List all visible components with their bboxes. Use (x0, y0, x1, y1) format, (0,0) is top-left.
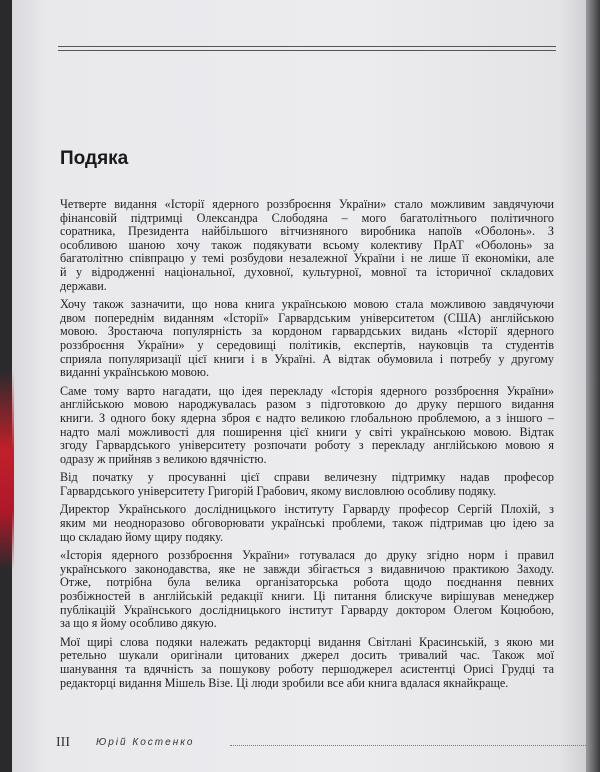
footer-dotted-rule (230, 745, 586, 746)
text-line: держави. (60, 278, 107, 293)
paragraph (60, 503, 554, 544)
text-line: ретельно шукали оригінали цитованих джерел досить тривалий час. Також мої (60, 648, 554, 663)
text-line: багатолітню співпрацю у темі розбудови незалежної України і не лише її економіки, але (60, 251, 554, 266)
text-line: роззброєння України» у середовищі політиків, експертів, науковців та студентів (60, 337, 554, 352)
text-line: Саме тому варто нагадати, що ідея перекладу «Історія ядерного роззброєння України» (60, 383, 554, 398)
text-line: шанування та вдячність за пошукову роботу першоджерел асистентці Орисі Грудці та (60, 662, 554, 676)
footer-author: Юрій Костенко (96, 737, 195, 748)
text-line: надто малі можливості для поширення цієї книги у світі українською мовою. Відтак (60, 424, 554, 439)
document-page (12, 0, 588, 772)
text-line: англійською мовою народжувалась разом з підготовкою до друку першого видання (60, 397, 554, 412)
paragraph (60, 471, 554, 498)
text-line: сприяла популяризації цієї книги і в Україні. А відтак обумовила і потребу у другому (60, 351, 554, 366)
paragraph (60, 636, 554, 690)
body-text (60, 198, 554, 695)
text-line: особливою шаною хочу також подякувати всьому колективу ПрАТ «Оболонь» за (60, 237, 554, 252)
text-line: українського законодавства, яке не завжди збігається з видавничою практикою Заходу. (60, 561, 554, 576)
text-line: яким ми неодноразово обговорювати українські проблеми, також підтримав цю ідею за (60, 516, 554, 531)
text-line: редакторці видання Мішель Візе. Ці люди зробили все аби книга вдалася якнайкраще. (60, 675, 509, 690)
text-line: Гарвардського університету Григорій Грабович, якому висловлюю особливу подяку. (60, 483, 497, 498)
text-line: Від початку у просуванні цієї справи величезну підтримку надав професор (60, 470, 554, 485)
paragraph (60, 298, 554, 380)
text-line: за що я йому особливо дякую. (60, 616, 217, 631)
paragraph (60, 549, 554, 631)
text-line: Директор Українського дослідницького інституту Гарварду професор Сергій Плохій, з (60, 502, 554, 517)
text-line: публікацій Українського дослідницького інститут Гарварду доктором Олегом Коцюбою, (60, 602, 554, 617)
text-line: «Історія ядерного роззброєння України» готувалася до друку згідно норм і правил (60, 548, 554, 563)
page-title: Подяка (60, 148, 129, 169)
text-line: що складаю йому щиру подяку. (60, 529, 224, 544)
photo-edge-red-glow (0, 370, 14, 570)
paragraph (60, 198, 554, 293)
paragraph (60, 385, 554, 467)
text-line: фінансовій підтримці Олександра Слободяна – мого багатолітнього політичного (60, 210, 554, 225)
text-line: Отже, потрібна була велика організаторська робота щодо поєднання певних (60, 575, 554, 590)
text-line: соратника, Президента найбільшого вітчизняного виробника напоїв «Оболонь». З (60, 224, 554, 239)
text-line: Мої щирі слова подяки належать редакторці видання Світлані Красинській, з якою ми (60, 634, 554, 649)
page-footer (56, 735, 586, 753)
text-line: книги. З одного боку ядерна зброя є надто великою глобальною проблемою, а з іншого – (60, 410, 554, 425)
text-line: двом попереднім виданням «Історії» Гарвардським університетом (США) англійською (60, 310, 554, 325)
text-line: згоду Гарвардського університету розпочати роботу з перекладу англійською мовою я (60, 438, 554, 453)
photo-edge-right (586, 0, 600, 772)
text-line: й у відродженні національної, духовної, культурної, мовної та історичної складових (60, 264, 554, 279)
text-line: Четверте видання «Історії ядерного роззброєння України» стало можливим завдячуючи (60, 197, 554, 211)
header-rule-top (58, 46, 556, 47)
text-line: виданні українською мовою. (60, 365, 210, 380)
text-line: розбіжностей в англійській редакції книги. Ці питання блискуче вирішував менеджер (60, 589, 554, 604)
page-number: III (56, 735, 70, 750)
text-line: Хочу також зазначити, що нова книга українською мовою стала можливою завдячуючи (60, 297, 554, 312)
text-line: одразу ж прийняв з великою вдячністю. (60, 451, 267, 466)
header-rule-bottom (58, 50, 556, 51)
text-line: мовою. Зростаюча популярність за кордоном гарвардських видань «Історії ядерного (60, 324, 554, 339)
